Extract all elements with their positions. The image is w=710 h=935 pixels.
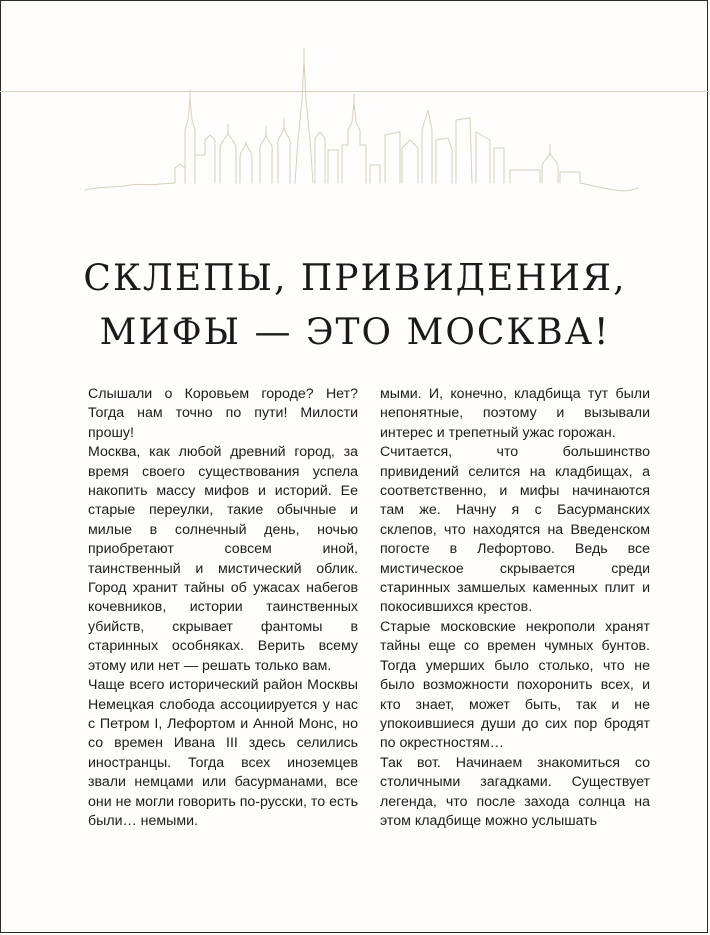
headline-line-2: МИФЫ — ЭТО МОСКВА! xyxy=(99,312,611,353)
text-column-left xyxy=(88,385,358,831)
text-column-right xyxy=(380,385,650,831)
paragraph: Чаще всего исторический район Москвы Немецкая слобода ассоциируется у нас с Петром I, Лефортом и Анной Монс, но со времен Ивана III здесь селились иностранцы. Тогда всех иноземцев звали немцами или басурманами, все они не могли говорить по-русски, то есть были… немыми. xyxy=(88,677,358,829)
paragraph: мыми. И, конечно, кладбища тут были непонятные, поэтому и вызывали интерес и трепетный ужас горожан. xyxy=(380,386,650,441)
paragraph: Старые московские некрополи хранят тайны еще со времен чумных бунтов. Тогда умерших было столько, что не было возможности похоронить всех, и кто знает, может быть, так и не упокоившиеся души до сих пор бродят по окрестностям… xyxy=(380,618,650,752)
paragraph: Слышали о Коровьем городе? Нет? Тогда нам точно по пути! Милости прошу! xyxy=(88,386,358,441)
headline xyxy=(60,252,650,360)
moscow-skyline-illustration xyxy=(80,40,640,220)
headline-line-1: СКЛЕПЫ, ПРИВИДЕНИЯ, xyxy=(83,258,627,299)
paragraph: Москва, как любой древний город, за время своего существования успела накопить массу мифов и историй. Ее старые переулки, такие обычные и милые в солнечный день, ночью приобретают совсем иной, таинственный и мистический облик. Город хранит тайны об ужасах набегов кочевников, истории таинственных убийств, скрывает фантомы в старинных особняках. Верить всему этому или нет — решать только вам. xyxy=(88,444,358,674)
paragraph: Считается, что большинство привидений селится на кладбищах, а соответственно, и мифы начинаются там же. Начну я с Басурманских склепов, что находятся на Введенском погосте в Лефортово. Ведь все мистическое скрывается среди старинных замшелых каменных плит и покосившихся крестов. xyxy=(380,444,650,616)
paragraph: Так вот. Начинаем знакомиться со столичными загадками. Существует легенда, что после захода солнца на этом кладбище можно услышать xyxy=(380,754,650,829)
